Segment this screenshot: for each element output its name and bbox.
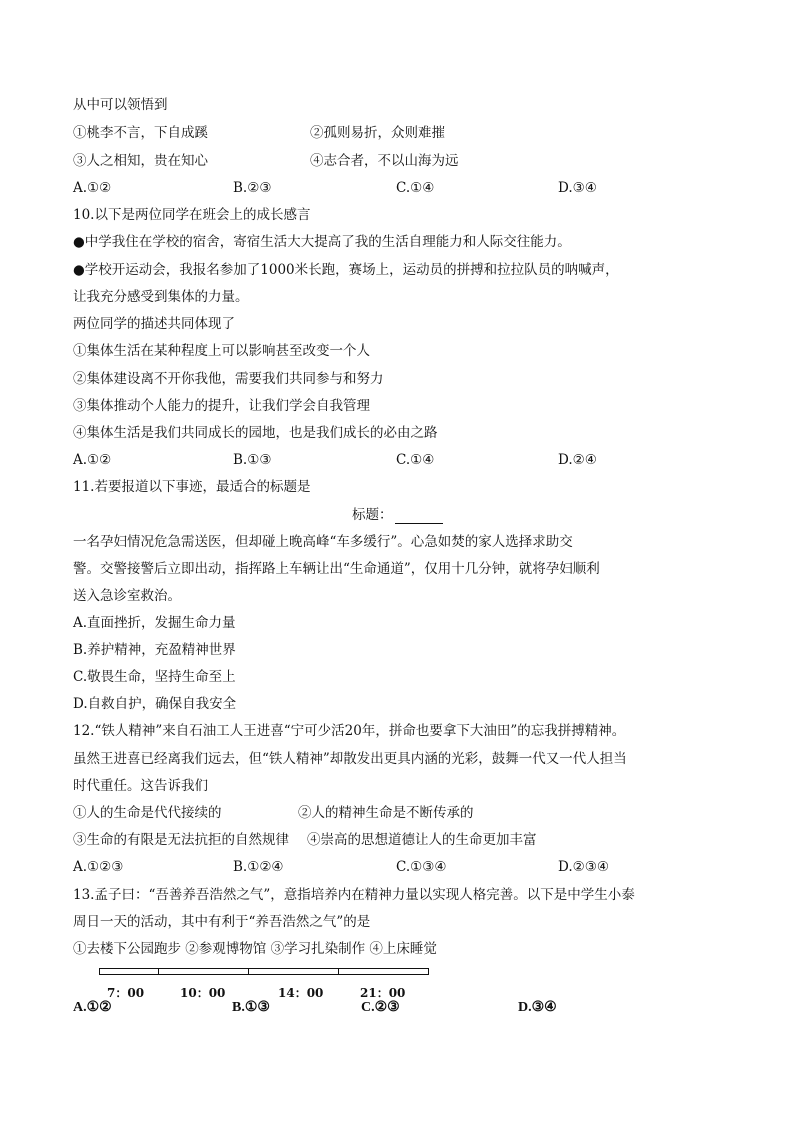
q12-option-a: A.①②③	[73, 859, 124, 875]
timeline-bar	[99, 968, 429, 975]
q12-stem-3: 时代重任。这告诉我们	[73, 778, 208, 794]
q11-passage-2: 警。交警接警后立即出动，指挥路上车辆让出“生命通道”，仅用十几分钟，就将孕妇顺利	[73, 561, 600, 577]
q11-title-label: 标题：	[352, 507, 393, 523]
q10-statement-3: ③集体推动个人能力的提升，让我们学会自我管理	[73, 398, 370, 414]
q10-option-b: B.①③	[233, 452, 272, 468]
q12-statement-4: ④崇高的思想道德让人的生命更加丰富	[307, 832, 537, 848]
q10-option-a: A.①②	[73, 452, 112, 468]
timeline-divider	[158, 968, 159, 975]
timeline-label-1: 7：00	[107, 986, 145, 1000]
q10-option-c: C.①④	[396, 452, 435, 468]
q9-statement-3: ③人之相知，贵在知心	[73, 153, 208, 169]
q12-stem-2: 虽然王进喜已经离我们远去，但“铁人精神”却散发出更具内涵的光彩，鼓舞一代又一代人担当	[73, 751, 627, 767]
q10-stem: 10.以下是两位同学在班会上的成长感言	[73, 207, 311, 223]
q9-option-b: B.②③	[233, 180, 272, 196]
q9-option-c: C.①④	[396, 180, 435, 196]
q13-option-b: B.①③	[232, 1000, 270, 1015]
q10-bullet-1: ●中学我住在学校的宿舍，寄宿生活大大提高了我的生活自理能力和人际交往能力。	[73, 234, 571, 250]
timeline-divider	[248, 968, 249, 975]
timeline-label-4: 21：00	[360, 986, 406, 1000]
q11-passage-3: 送入急诊室救治。	[73, 588, 181, 604]
q12-statement-1: ①人的生命是代代接续的	[73, 805, 222, 821]
q11-option-c: C.敬畏生命，坚持生命至上	[73, 669, 236, 685]
q12-option-b: B.①②④	[233, 859, 284, 875]
q11-option-a: A.直面挫折，发掘生命力量	[73, 615, 236, 631]
q11-title-blank	[395, 509, 443, 524]
q9-statement-2: ②孤则易折，众则难摧	[310, 125, 445, 141]
q11-passage-1: 一名孕妇情况危急需送医，但却碰上晚高峰“车多缓行”。心急如焚的家人选择求助交	[73, 534, 573, 550]
timeline-label-3: 14：00	[278, 986, 324, 1000]
q11-option-b: B.养护精神，充盈精神世界	[73, 642, 236, 658]
timeline-divider	[338, 968, 339, 975]
q12-statement-2: ②人的精神生命是不断传承的	[298, 805, 474, 821]
q12-stem-1: 12.“铁人精神”来自石油工人王进喜“宁可少活20年，拼命也要拿下大油田”的忘我拼搏精神。	[73, 723, 626, 739]
q10-statement-2: ②集体建设离不开你我他，需要我们共同参与和努力	[73, 371, 384, 387]
q12-option-d: D.②③④	[558, 859, 609, 875]
q10-question: 两位同学的描述共同体现了	[73, 316, 235, 332]
q10-statement-4: ④集体生活是我们共同成长的园地，也是我们成长的必由之路	[73, 425, 438, 441]
q10-bullet-2: ●学校开运动会，我报名参加了1000米长跑，赛场上，运动员的拼搏和拉拉队员的呐喊声，	[73, 262, 619, 278]
q10-bullet-2-cont: 让我充分感受到集体的力量。	[73, 289, 249, 305]
q12-option-c: C.①③④	[396, 859, 447, 875]
q13-stem-2: 周日一天的活动，其中有利于“养吾浩然之气”的是	[73, 914, 371, 930]
q13-stem-1: 13.孟子曰：“吾善养吾浩然之气”，意指培养内在精神力量以实现人格完善。以下是中学生小泰	[73, 887, 635, 903]
q9-option-a: A.①②	[73, 180, 112, 196]
q13-option-a: A.①②	[73, 1000, 112, 1015]
timeline-label-2: 10：00	[180, 986, 226, 1000]
q13-activities: ①去楼下公园跑步 ②参观博物馆 ③学习扎染制作 ④上床睡觉	[73, 941, 437, 957]
q9-statement-1: ①桃李不言，下自成蹊	[73, 125, 208, 141]
q9-option-d: D.③④	[558, 180, 597, 196]
q11-option-d: D.自救自护，确保自我安全	[73, 696, 237, 712]
q12-statement-3: ③生命的有限是无法抗拒的自然规律	[73, 832, 289, 848]
q9-lead: 从中可以领悟到	[73, 97, 168, 113]
q10-statement-1: ①集体生活在某种程度上可以影响甚至改变一个人	[73, 343, 370, 359]
q10-option-d: D.②④	[558, 452, 597, 468]
q9-statement-4: ④志合者，不以山海为远	[310, 153, 459, 169]
q11-title-line	[352, 506, 443, 524]
q13-option-d: D.③④	[518, 1000, 557, 1015]
q11-stem: 11.若要报道以下事迹，最适合的标题是	[73, 479, 311, 495]
q13-option-c: C.②③	[361, 1000, 400, 1015]
